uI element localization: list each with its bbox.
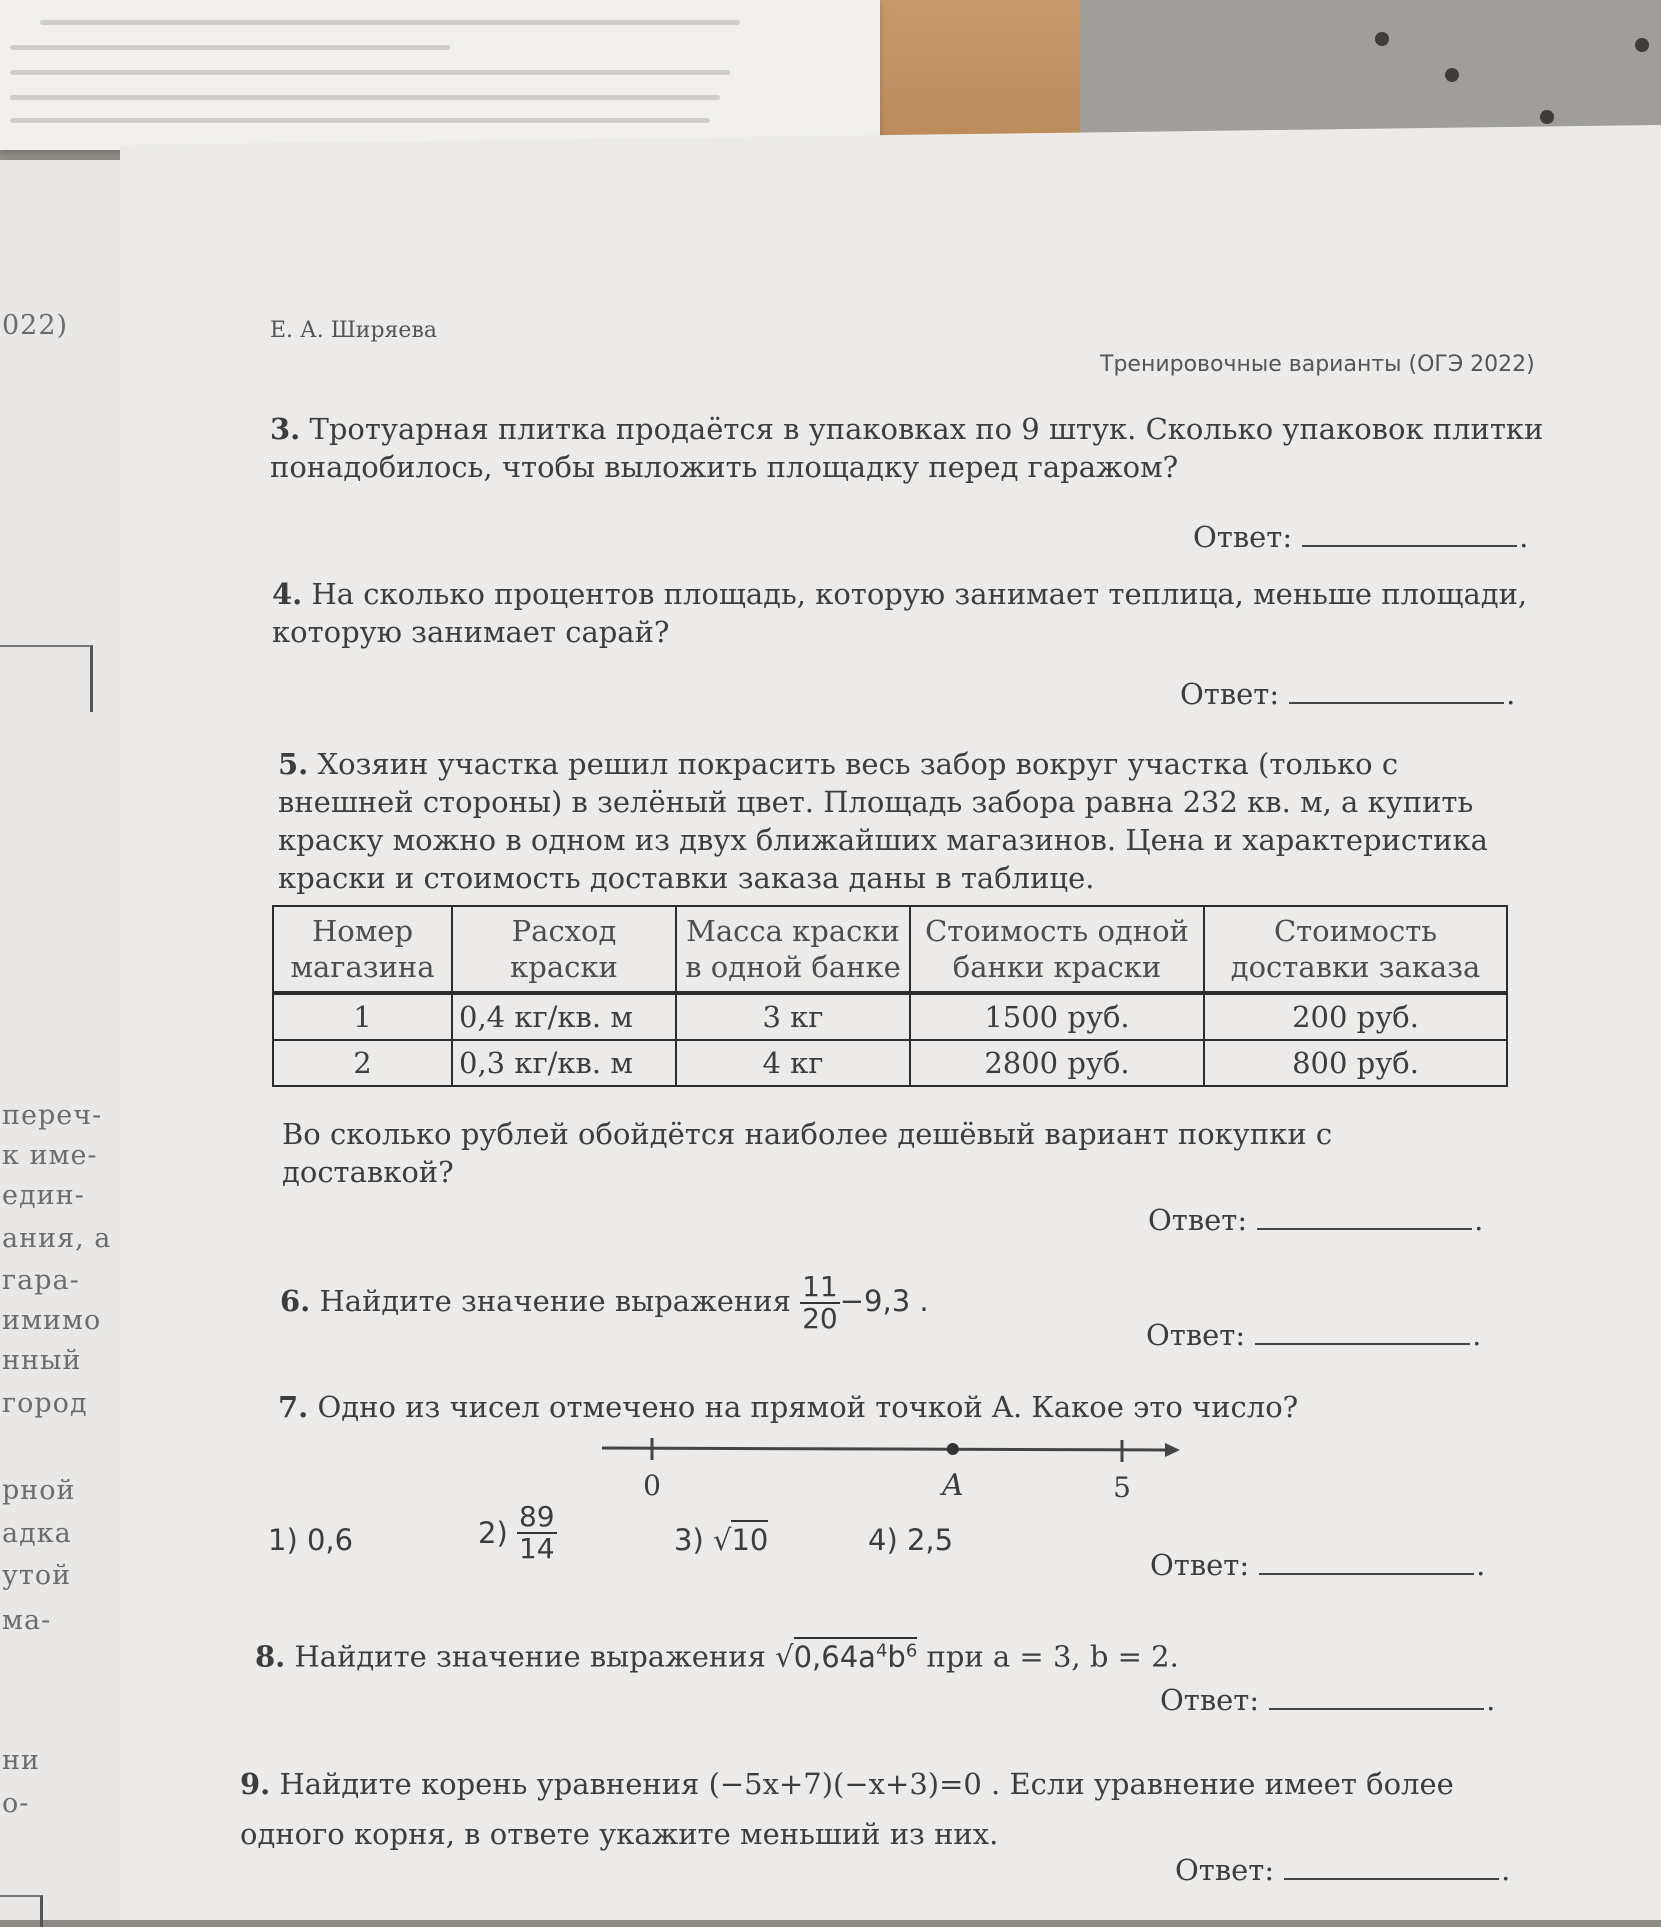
left-page-text: переч- xyxy=(2,1100,103,1131)
option-4[interactable]: 4) 2,5 xyxy=(868,1523,954,1557)
table-cell: 800 руб. xyxy=(1204,1040,1507,1086)
blurred-text-line xyxy=(10,45,450,50)
answer-8: Ответ: . xyxy=(1160,1683,1496,1717)
expression-tail: при a = 3, b = 2. xyxy=(926,1639,1179,1674)
question-3 xyxy=(270,410,1570,486)
question-6 xyxy=(280,1272,1080,1334)
label-five: 5 xyxy=(1113,1471,1131,1504)
left-page-text: гара- xyxy=(2,1265,80,1296)
question-number: 9. xyxy=(240,1767,271,1801)
question-8 xyxy=(255,1632,1555,1676)
peg-hole xyxy=(1635,38,1649,52)
table-header-cell: Масса краски в одной банке xyxy=(676,906,910,993)
fraction-89-14: $\frac{89}{14}$ xyxy=(518,1500,555,1565)
answer-field[interactable] xyxy=(1255,1321,1470,1345)
blurred-text-line xyxy=(10,95,720,100)
answer-5: Ответ: . xyxy=(1148,1203,1484,1237)
table-row xyxy=(273,1040,1507,1086)
table-header-cell: Расход краски xyxy=(452,906,676,993)
blurred-text-line xyxy=(40,20,740,25)
answer-label: Ответ: xyxy=(1180,677,1280,711)
answer-4: Ответ: . xyxy=(1180,677,1516,711)
blurred-text-line xyxy=(10,118,710,123)
left-page-text: ания, а xyxy=(2,1223,112,1254)
table-cell: 1 xyxy=(273,993,452,1040)
peg-hole xyxy=(1445,68,1459,82)
table-cell: 1500 руб. xyxy=(910,993,1204,1040)
left-page-text: един- xyxy=(2,1180,85,1211)
left-page-text: о- xyxy=(2,1788,30,1819)
left-page-text: 022) xyxy=(2,310,69,341)
answer-field[interactable] xyxy=(1302,523,1517,547)
option-1[interactable]: 1) 0,6 xyxy=(268,1523,354,1557)
table-cell: 2800 руб. xyxy=(910,1040,1204,1086)
left-page-text: нный xyxy=(2,1345,82,1376)
answer-label: Ответ: xyxy=(1150,1548,1250,1582)
answer-7: Ответ: . xyxy=(1150,1548,1486,1582)
question-text: Хозяин участка решил покрасить весь забор вокруг участка (только с внешней стороны) в зелёный цвет. Площадь забора равна 232 кв. м, а купить краску можно в одном из двух ближайших магазинов. Цена и характеристика краски и стоимость доставки заказа даны в таблице. xyxy=(278,747,1488,895)
left-page-text: имимо xyxy=(2,1305,102,1336)
left-page-text: утой xyxy=(2,1560,72,1591)
number-line xyxy=(590,1428,1190,1518)
left-page-text: ни xyxy=(2,1745,40,1776)
question-5 xyxy=(278,745,1533,897)
arrow-right-icon xyxy=(1165,1443,1180,1457)
blurred-text-line xyxy=(10,70,730,75)
answer-field[interactable] xyxy=(1284,1856,1499,1880)
square-root: √10 xyxy=(713,1520,768,1557)
question-text: Найдите значение выражения xyxy=(319,1284,791,1318)
left-page-text: к име- xyxy=(2,1140,98,1171)
table-header-cell: Стоимость одной банки краски xyxy=(910,906,1204,993)
series-header: Тренировочные варианты (ОГЭ 2022) xyxy=(1100,352,1535,377)
question-number: 8. xyxy=(255,1639,286,1674)
table-header-row xyxy=(273,906,1507,993)
table-cell: 0,3 кг/кв. м xyxy=(452,1040,676,1086)
question-number: 4. xyxy=(272,577,303,611)
question-7 xyxy=(278,1388,1548,1426)
left-page-text: рной xyxy=(2,1475,76,1506)
question-text: Найдите корень уравнения (−5x+7)(−x+3)=0 . Если уравнение имеет более одного корня, в ответе укажите меньший из них. xyxy=(240,1767,1454,1851)
peg-hole xyxy=(1540,110,1554,124)
question-5-prompt: Во сколько рублей обойдётся наиболее дешёвый вариант покупки с доставкой? xyxy=(282,1117,1333,1189)
option-3[interactable]: 3) √10 xyxy=(674,1521,768,1559)
question-number: 6. xyxy=(280,1284,311,1318)
square-root: $√0,64a^4b^6$ xyxy=(775,1637,917,1674)
answer-label: Ответ: xyxy=(1146,1318,1246,1352)
left-page-text: город xyxy=(2,1388,88,1419)
left-page-text: ма- xyxy=(2,1605,52,1636)
label-zero: 0 xyxy=(643,1469,661,1502)
table-header-cell: Стоимость доставки заказа xyxy=(1204,906,1507,993)
answer-field[interactable] xyxy=(1259,1551,1474,1575)
answer-field[interactable] xyxy=(1289,680,1504,704)
question-number: 5. xyxy=(278,747,309,781)
table-header-cell: Номер магазина xyxy=(273,906,452,993)
table-cell: 2 xyxy=(273,1040,452,1086)
left-page-box xyxy=(0,1895,43,1927)
author-header: Е. А. Ширяева xyxy=(270,318,437,343)
question-text: Тротуарная плитка продаётся в упаковках по 9 штук. Сколько упаковок плитки понадобилось, чтобы выложить площадку перед гаражом? xyxy=(270,412,1544,484)
fraction-11-20 xyxy=(800,1272,840,1334)
question-number: 7. xyxy=(278,1390,309,1424)
answer-label: Ответ: xyxy=(1148,1203,1248,1237)
answer-field[interactable] xyxy=(1269,1686,1484,1710)
shops-table xyxy=(272,905,1508,1087)
fraction-denominator: 20 xyxy=(802,1302,838,1335)
question-4 xyxy=(272,575,1547,651)
expression-tail: −9,3 . xyxy=(839,1284,929,1318)
question-number: 3. xyxy=(270,412,301,446)
label-a: A xyxy=(941,1468,964,1503)
table-cell: 3 кг xyxy=(676,993,910,1040)
number-line-axis xyxy=(602,1448,1165,1450)
question-text: Одно из чисел отмечено на прямой точкой A. Какое это число? xyxy=(317,1390,1299,1424)
question-9 xyxy=(240,1759,1520,1859)
answer-6: Ответ: . xyxy=(1146,1318,1482,1352)
table-cell: 200 руб. xyxy=(1204,993,1507,1040)
peg-hole xyxy=(1375,32,1389,46)
table-row xyxy=(273,993,1507,1040)
left-page-box xyxy=(0,645,93,712)
answer-3: Ответ: . xyxy=(1193,520,1529,554)
question-text: Найдите значение выражения xyxy=(294,1639,766,1674)
answer-9: Ответ: . xyxy=(1175,1853,1511,1887)
answer-label: Ответ: xyxy=(1193,520,1293,554)
question-text: На сколько процентов площадь, которую занимает теплица, меньше площади, которую занимает сарай? xyxy=(272,577,1528,649)
point-a xyxy=(947,1443,959,1455)
answer-field[interactable] xyxy=(1257,1206,1472,1230)
fraction-numerator: 11 xyxy=(802,1270,838,1303)
background-paper-top xyxy=(0,0,880,150)
table-cell: 4 кг xyxy=(676,1040,910,1086)
left-page-fragment xyxy=(0,160,120,1920)
table-cell: 0,4 кг/кв. м xyxy=(452,993,676,1040)
option-2[interactable]: 2) $\frac{89}{14}$ xyxy=(478,1500,555,1565)
left-page-text: адка xyxy=(2,1518,72,1549)
answer-label: Ответ: xyxy=(1175,1853,1275,1887)
answer-label: Ответ: xyxy=(1160,1683,1260,1717)
